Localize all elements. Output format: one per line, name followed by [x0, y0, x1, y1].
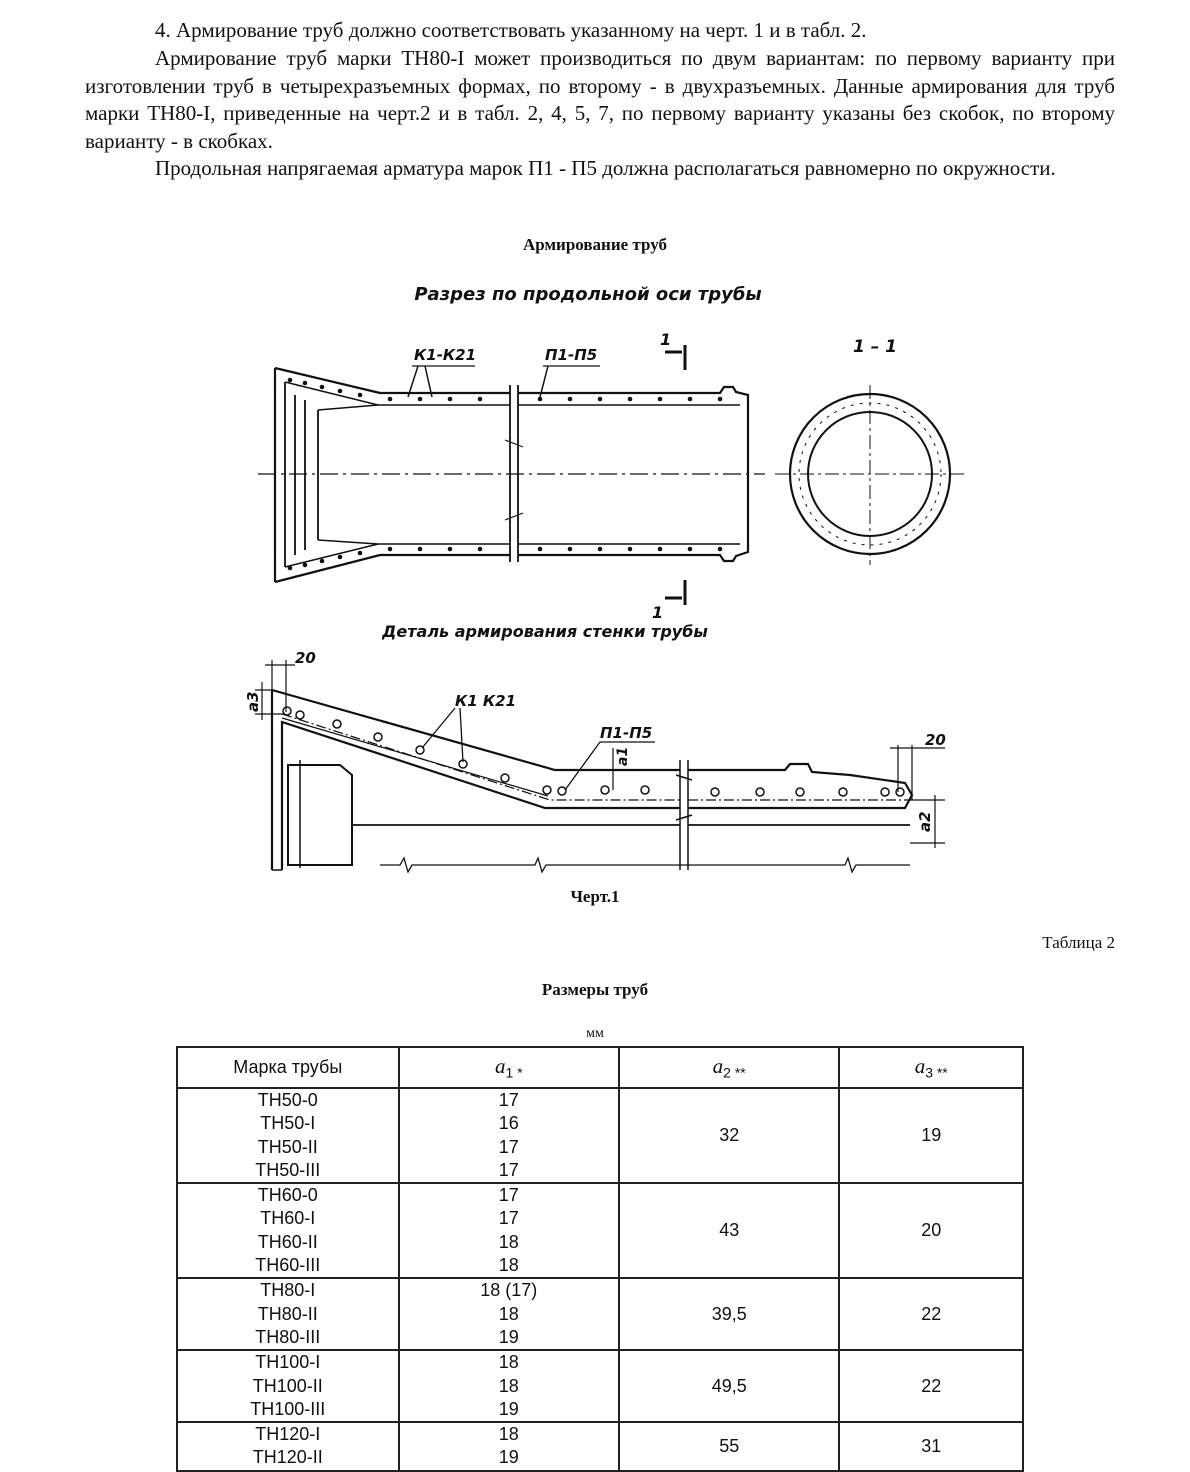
label-k-rebar: К1-К21	[414, 346, 477, 364]
mark-value: ТН60-I	[260, 1208, 316, 1229]
mark-value: ТН50-II	[257, 1136, 318, 1157]
dim-a1: a1	[615, 746, 631, 766]
a1-value: 18	[498, 1352, 519, 1373]
cell-a1	[399, 1350, 619, 1422]
mark-value: ТН100-I	[255, 1352, 321, 1373]
a1-value: 19	[498, 1447, 519, 1468]
section-view-label: 1 – 1	[853, 337, 897, 357]
section-mark-bottom: 1	[652, 603, 664, 622]
a1-value: 17	[498, 1136, 519, 1157]
paragraph-1: 4. Армирование труб должно соответствовать указанному на черт. 1 и в табл. 2.	[155, 18, 867, 42]
cell-a1	[399, 1422, 619, 1471]
cell-mark	[177, 1088, 399, 1183]
table-number: Таблица 2	[1042, 933, 1115, 952]
cell-mark	[177, 1183, 399, 1278]
a1-value: 18	[498, 1255, 519, 1276]
table-row	[177, 1350, 1023, 1422]
cell-a1	[399, 1278, 619, 1350]
mark-value: ТН80-I	[260, 1280, 316, 1301]
section-title: Разрез по продольной оси трубы	[414, 284, 762, 305]
header-a3: $a_{3 **}$	[839, 1047, 1023, 1088]
dim-20-left: 20	[295, 649, 316, 667]
a1-value: 17	[498, 1185, 519, 1206]
detail-label-k: К1 К21	[455, 692, 517, 710]
a1-value: 18	[498, 1375, 519, 1396]
header-a2: $a_{2 **}$	[619, 1047, 839, 1088]
cell-a3: 22	[839, 1278, 1023, 1350]
table-row	[177, 1422, 1023, 1471]
mark-value: ТН60-III	[255, 1255, 321, 1276]
detail-label-p: П1-П5	[600, 724, 653, 742]
table-header-row	[177, 1047, 1023, 1088]
table-row	[177, 1183, 1023, 1278]
cell-a3: 31	[839, 1422, 1023, 1471]
header-mark: Марка трубы	[177, 1047, 399, 1088]
cell-a2: 43	[619, 1183, 839, 1278]
table-title: Размеры труб	[541, 980, 649, 999]
cell-mark	[177, 1422, 399, 1471]
a1-value: 18 (17)	[480, 1280, 538, 1301]
a1-value: 18	[498, 1303, 519, 1324]
a1-value: 17	[498, 1208, 519, 1229]
cell-a2: 39,5	[619, 1278, 839, 1350]
cell-a2: 49,5	[619, 1350, 839, 1422]
mark-value: ТН60-0	[257, 1185, 318, 1206]
a1-value: 16	[498, 1113, 519, 1134]
mark-value: ТН100-II	[252, 1375, 323, 1396]
cell-a3: 22	[839, 1350, 1023, 1422]
paragraph-3: Продольная напрягаемая арматура марок П1 - П5 должна располагаться равномерно по окружности.	[155, 156, 1056, 180]
cell-mark	[177, 1350, 399, 1422]
a1-value: 19	[498, 1326, 519, 1347]
mark-value: ТН120-II	[252, 1447, 323, 1468]
mark-value: ТН50-III	[255, 1159, 321, 1180]
dim-a3: a3	[244, 691, 262, 712]
a1-value: 18	[498, 1231, 519, 1252]
mark-value: ТН50-I	[260, 1113, 316, 1134]
a1-value: 19	[498, 1398, 519, 1419]
cell-a1	[399, 1183, 619, 1278]
cell-a3: 19	[839, 1088, 1023, 1183]
table-row	[177, 1278, 1023, 1350]
cell-a3: 20	[839, 1183, 1023, 1278]
cell-a2: 32	[619, 1088, 839, 1183]
dim-a2: a2	[916, 811, 934, 832]
cell-mark	[177, 1278, 399, 1350]
mark-value: ТН80-III	[255, 1326, 321, 1347]
dim-20-right: 20	[925, 731, 946, 749]
mark-value: ТН100-III	[250, 1398, 326, 1419]
figure-caption: Черт.1	[570, 887, 620, 906]
table-unit: мм	[586, 1026, 604, 1041]
a1-value: 17	[498, 1090, 519, 1110]
section-mark-top: 1	[660, 330, 672, 349]
header-a1: $a_{1 *}$	[399, 1047, 619, 1088]
cell-a1	[399, 1088, 619, 1183]
mark-value: ТН80-II	[257, 1303, 318, 1324]
cell-a2: 55	[619, 1422, 839, 1471]
label-p-rebar: П1-П5	[545, 346, 598, 364]
pipe-dimensions-table	[176, 1046, 1024, 1472]
paragraph-2: Армирование труб марки ТН80-I может производиться по двум вариантам: по первому варианту при изготовлении труб в четырехразъемных формах, по второму - в двухразъемных. Данные армирования для труб марки ТН80-I, приведенные на черт.2 и в табл. 2, 4, 5, 7, по первому варианту указаны без скобок, по второму варианту - в скобках.	[85, 46, 1115, 153]
mark-value: ТН60-II	[257, 1231, 318, 1252]
mark-value: ТН50-0	[257, 1090, 318, 1110]
a1-value: 18	[498, 1424, 519, 1445]
figure-heading: Армирование труб	[522, 235, 667, 254]
a1-value: 17	[498, 1159, 519, 1180]
table-row	[177, 1088, 1023, 1183]
detail-title: Деталь армирования стенки трубы	[382, 622, 708, 641]
mark-value: ТН120-I	[255, 1424, 321, 1445]
